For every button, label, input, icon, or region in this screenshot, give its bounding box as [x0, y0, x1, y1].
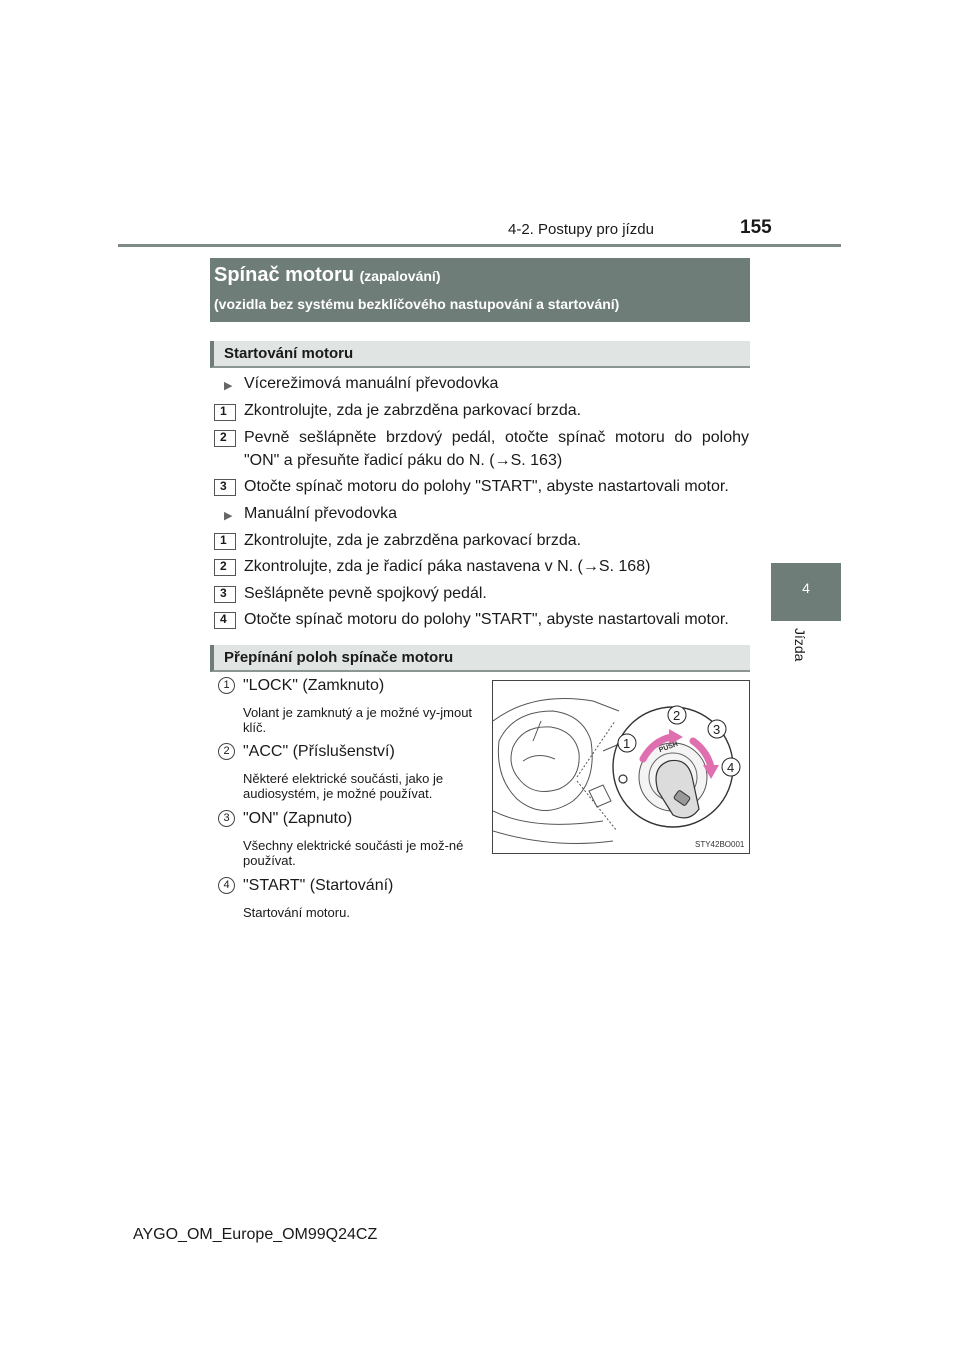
step-text: Otočte spínač motoru do polohy "START", abyste nastartovali motor. — [244, 478, 729, 495]
position-description: Všechny elektrické součásti je mož-né používat. — [243, 838, 464, 868]
page-subtitle: (vozidla bez systému bezklíčového nastupování a startování) — [214, 296, 620, 312]
callout-1: 1 — [623, 736, 631, 751]
running-header-section: 4-2. Postupy pro jízdu — [508, 221, 654, 238]
step-number: 1 — [220, 404, 227, 418]
position-description: Startování motoru. — [243, 905, 350, 920]
position-number-circle: 3 — [218, 810, 235, 827]
step-text: Sešlápněte pevně spojkový pedál. — [244, 585, 487, 602]
push-label: PUSH — [658, 740, 679, 755]
step-number-box — [214, 404, 236, 421]
position-number-circle: 4 — [218, 877, 235, 894]
step-number-box — [214, 559, 236, 576]
page-title-main: Spínač motoru — [214, 264, 355, 286]
step-number: 1 — [220, 533, 227, 547]
position-description: Volant je zamknutý a je možné vy-jmout klíč. — [243, 705, 473, 735]
ignition-switch-illustration — [493, 681, 749, 853]
step-text-continued: "ON" a přesuňte řadicí páku do N. (→S. 163) — [244, 452, 563, 469]
variant-label-multimode: Vícerežimová manuální převodovka — [244, 375, 499, 392]
step-text: Zkontrolujte, zda je řadicí páka nastavena v N. (→S. 168) — [244, 558, 651, 575]
callout-4: 4 — [727, 760, 735, 775]
step-text: Zkontrolujte, zda je zabrzděna parkovací brzda. — [244, 532, 582, 549]
position-number-circle: 2 — [218, 743, 235, 760]
figure-code: STY42BO001 — [695, 840, 745, 849]
step-number-box — [214, 533, 236, 550]
chapter-label: Jízda — [792, 628, 808, 662]
step-number: 4 — [220, 612, 227, 626]
callout-3: 3 — [713, 722, 721, 737]
position-title: "LOCK" (Zamknuto) — [243, 677, 385, 694]
page-title-box — [210, 258, 750, 322]
position-title: "ON" (Zapnuto) — [243, 810, 353, 827]
ignition-switch-figure — [492, 680, 750, 854]
chapter-tab: 4 — [771, 563, 841, 621]
position-number-circle: 1 — [218, 677, 235, 694]
section-heading-starting: Startování motoru — [210, 341, 750, 368]
bullet-triangle-icon: ▶ — [224, 510, 233, 522]
step-number-box — [214, 430, 236, 447]
page-title — [214, 264, 440, 287]
page-number: 155 — [740, 217, 772, 238]
step-text: Pevně sešlápněte brzdový pedál, otočte spínač motoru do polohy — [244, 429, 749, 446]
callout-2: 2 — [673, 708, 681, 723]
position-title: "ACC" (Příslušenství) — [243, 743, 395, 760]
variant-label-manual: Manuální převodovka — [244, 505, 397, 522]
step-number: 2 — [220, 430, 227, 444]
position-description: Některé elektrické součásti, jako je audiosystém, je možné používat. — [243, 771, 444, 801]
step-number-box — [214, 479, 236, 496]
step-text: Zkontrolujte, zda je zabrzděna parkovací brzda. — [244, 402, 582, 419]
section-heading-switch-positions: Přepínání poloh spínače motoru — [210, 645, 750, 672]
step-text: Otočte spínač motoru do polohy "START", abyste nastartovali motor. — [244, 611, 729, 628]
header-divider — [118, 244, 841, 247]
step-number-box — [214, 612, 236, 629]
step-number: 3 — [220, 479, 227, 493]
step-number-box — [214, 586, 236, 603]
document-footer: AYGO_OM_Europe_OM99Q24CZ — [133, 1226, 378, 1243]
step-number: 3 — [220, 586, 227, 600]
step-number: 2 — [220, 559, 227, 573]
position-title: "START" (Startování) — [243, 877, 394, 894]
bullet-triangle-icon: ▶ — [224, 380, 233, 392]
page-title-note: (zapalování) — [359, 268, 441, 284]
